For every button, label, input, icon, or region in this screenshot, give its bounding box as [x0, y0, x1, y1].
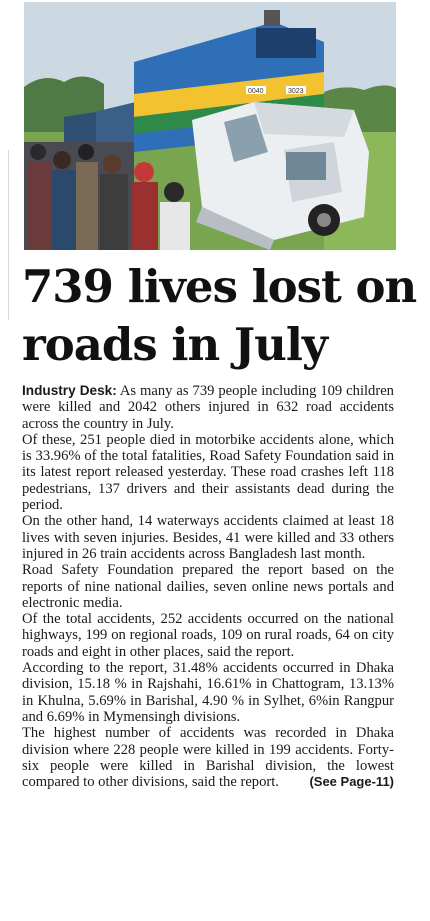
paragraph-5: Of the total accidents, 252 accidents occurred on the national highways, 199 on regional roads, 109 on rural roads, 64 on city roads and eight in other places, said the report. [22, 611, 394, 660]
loco-number-left: 0040 [248, 88, 264, 95]
paragraph-1: Industry Desk: As many as 739 people including 109 children were killed and 2042 others injured in 632 road accidents across the country in July. [22, 383, 394, 432]
column-divider [8, 150, 9, 320]
paragraph-2: Of these, 251 people died in motorbike accidents alone, which is 33.96% of the total fatalities, Road Safety Foundation said in its latest report released yesterday. These road crashes left 118 pedestrians, 137 drivers and their assistants dead during the period. [22, 431, 394, 514]
paragraph-7: The highest number of accidents was recorded in Dhaka division where 228 people were killed in 199 accidents. Forty-six people were killed in Barishal division, the lowest compared to other divisions, said the report. [22, 725, 394, 791]
headline-line-2: roads in July [22, 318, 328, 371]
paragraph-3: On the other hand, 14 waterways accidents claimed at least 18 lives with seven injuries. Besides, 41 were killed and 33 others injured in 26 train accidents across Bangladesh last month. [22, 513, 394, 562]
paragraph-4: Road Safety Foundation prepared the report based on the reports of nine national dailies, seven online news portals and electronic media. [22, 562, 394, 611]
headline [22, 258, 422, 374]
continued-on-page-link[interactable]: (See Page-11) [309, 774, 394, 790]
loco-number-right: 3023 [288, 88, 304, 95]
cab-window [256, 28, 316, 58]
byline: Industry Desk: [22, 383, 117, 398]
article-body [22, 383, 394, 791]
news-photo [24, 2, 396, 250]
headline-line-1: 739 lives lost on [22, 260, 417, 313]
train-accident-illustration [24, 2, 396, 250]
paragraph-6: According to the report, 31.48% accidents occurred in Dhaka division, 15.18 % in Rajshahi, 16.61% in Chattogram, 13.13% in Khulna, 5.69% in Barishal, 4.90 % in Sylhet, 6%in Rangpur and 6.69% in Mymensingh divisions. [22, 660, 394, 725]
